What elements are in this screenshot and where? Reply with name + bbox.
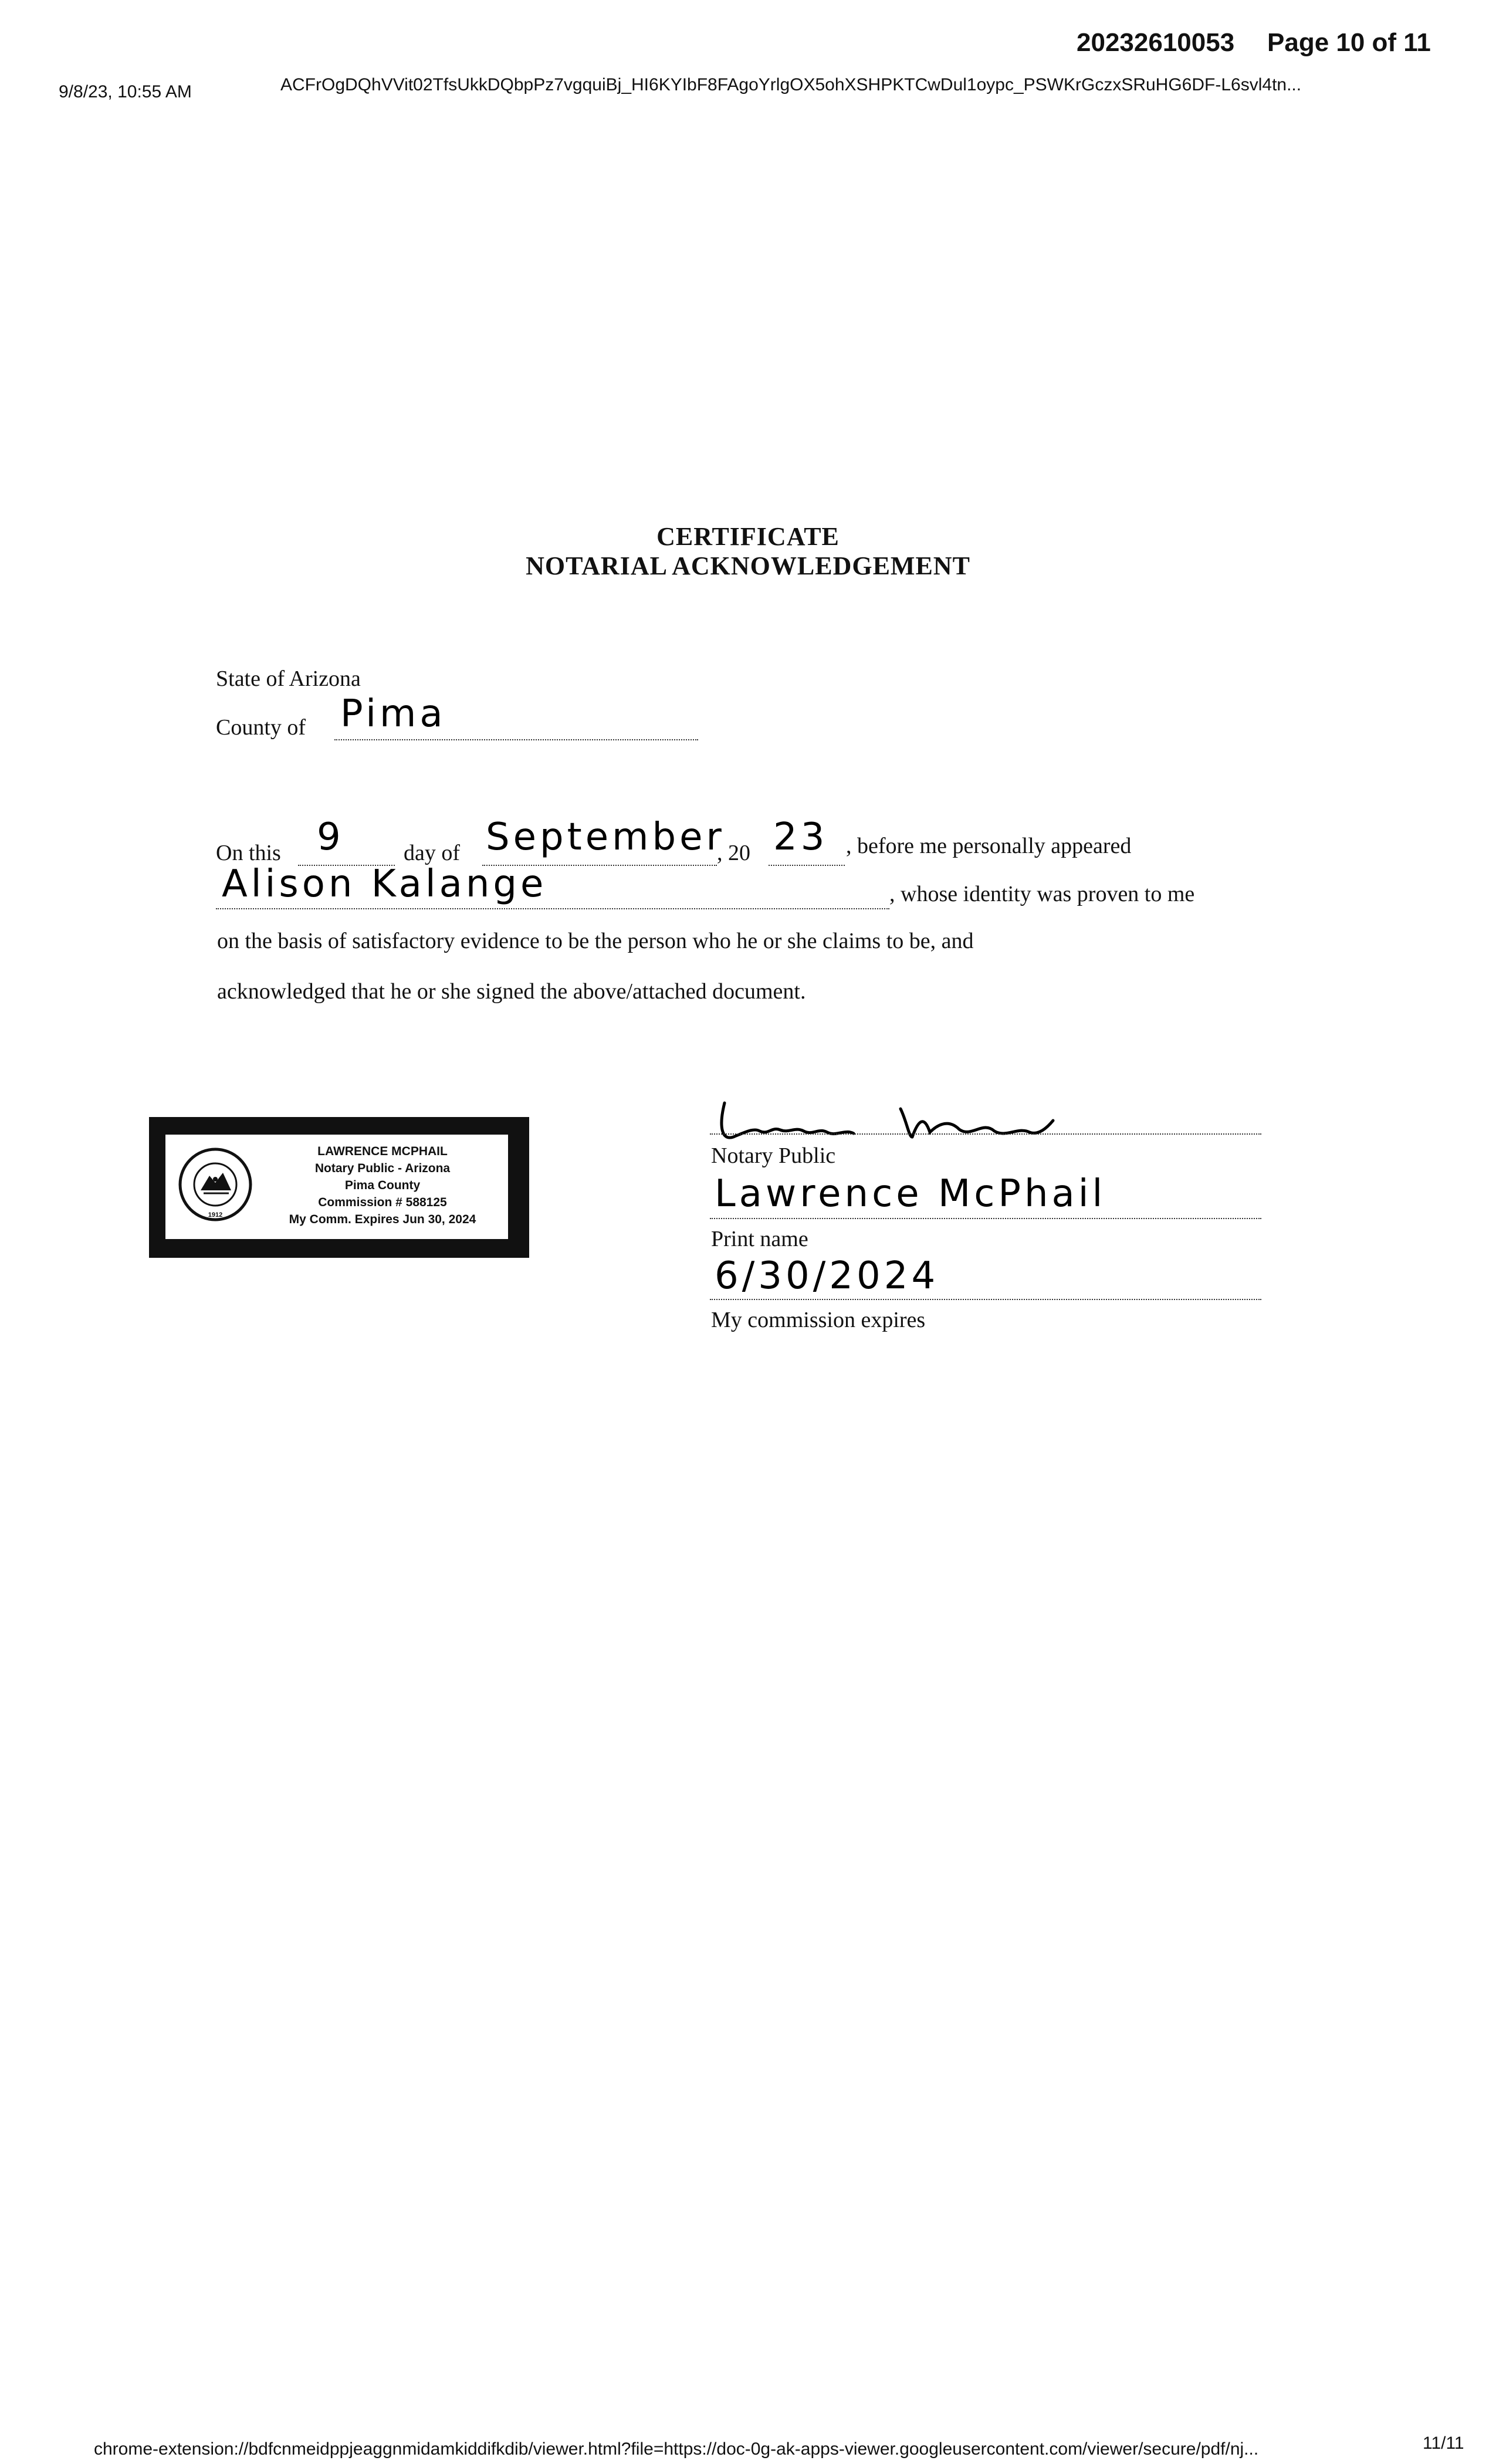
print-header-url: ACFrOgDQhVVit02TfsUkkDQbpPz7vgquiBj_HI6KYIbF8FAgoYrlgOX5ohXSHPKTCwDul1oypc_PSWKrGczxSRuHG6DF-L6svl4tn... — [280, 75, 1302, 94]
commission-expires-label: My commission expires — [711, 1308, 926, 1332]
on-this-label: On this — [216, 841, 281, 865]
document-number: 20232610053 — [1077, 28, 1235, 57]
print-name-underline — [710, 1218, 1261, 1219]
year-prefix: , 20 — [717, 841, 750, 865]
page-counter: Page 10 of 11 — [1267, 28, 1431, 57]
stamp-text-block — [265, 1143, 500, 1228]
day-of-label: day of — [404, 841, 461, 865]
county-underline — [334, 739, 698, 740]
signature-underline — [710, 1133, 1261, 1135]
year-underline — [769, 865, 845, 866]
title-line-1: CERTIFICATE — [656, 522, 840, 551]
commission-expires-value: 6/30/2024 — [715, 1254, 939, 1298]
print-timestamp: 9/8/23, 10:55 AM — [59, 82, 192, 101]
print-name-label: Print name — [711, 1227, 808, 1251]
stamp-expires: My Comm. Expires Jun 30, 2024 — [289, 1213, 476, 1226]
footer-page-number: 11/11 — [1423, 2433, 1464, 2453]
arizona-seal-icon — [177, 1146, 253, 1223]
state-line: State of Arizona — [216, 666, 361, 691]
title-line-2: NOTARIAL ACKNOWLEDGEMENT — [526, 551, 970, 580]
identity-text: , whose identity was proven to me — [889, 882, 1195, 906]
body-line-4: acknowledged that he or she signed the above/attached document. — [217, 979, 806, 1004]
before-me-text: , before me personally appeared — [846, 834, 1132, 858]
stamp-commission: Commission # 588125 — [318, 1196, 447, 1209]
seal-year: 1912 — [208, 1211, 223, 1219]
body-line-3: on the basis of satisfactory evidence to be the person who he or she claims to be, and — [217, 929, 974, 953]
county-label: County of — [216, 715, 306, 740]
year-value: 23 — [773, 815, 828, 859]
name-underline — [216, 908, 889, 909]
month-value: September — [486, 815, 725, 859]
notary-stamp — [153, 1122, 521, 1252]
stamp-name: LAWRENCE MCPHAIL — [317, 1145, 448, 1158]
stamp-title: Notary Public - Arizona — [314, 1162, 451, 1175]
certificate-title — [0, 522, 1496, 581]
stamp-county: Pima County — [344, 1179, 421, 1192]
print-name-value: Lawrence McPhail — [715, 1172, 1106, 1216]
notary-public-label: Notary Public — [711, 1143, 836, 1168]
print-footer-url: chrome-extension://bdfcnmeidppjeaggnmidamkiddifkdib/viewer.html?file=https://doc-0g-ak-apps-viewer.googleusercontent.com/viewer/secure/pdf/nj... — [94, 2439, 1259, 2459]
day-value: 9 — [317, 815, 344, 859]
county-value: Pima — [340, 692, 446, 736]
notary-signature — [713, 1085, 1077, 1150]
commission-expires-underline — [710, 1299, 1261, 1300]
notary-stamp-inner — [163, 1132, 510, 1241]
person-name: Alison Kalange — [222, 862, 547, 906]
